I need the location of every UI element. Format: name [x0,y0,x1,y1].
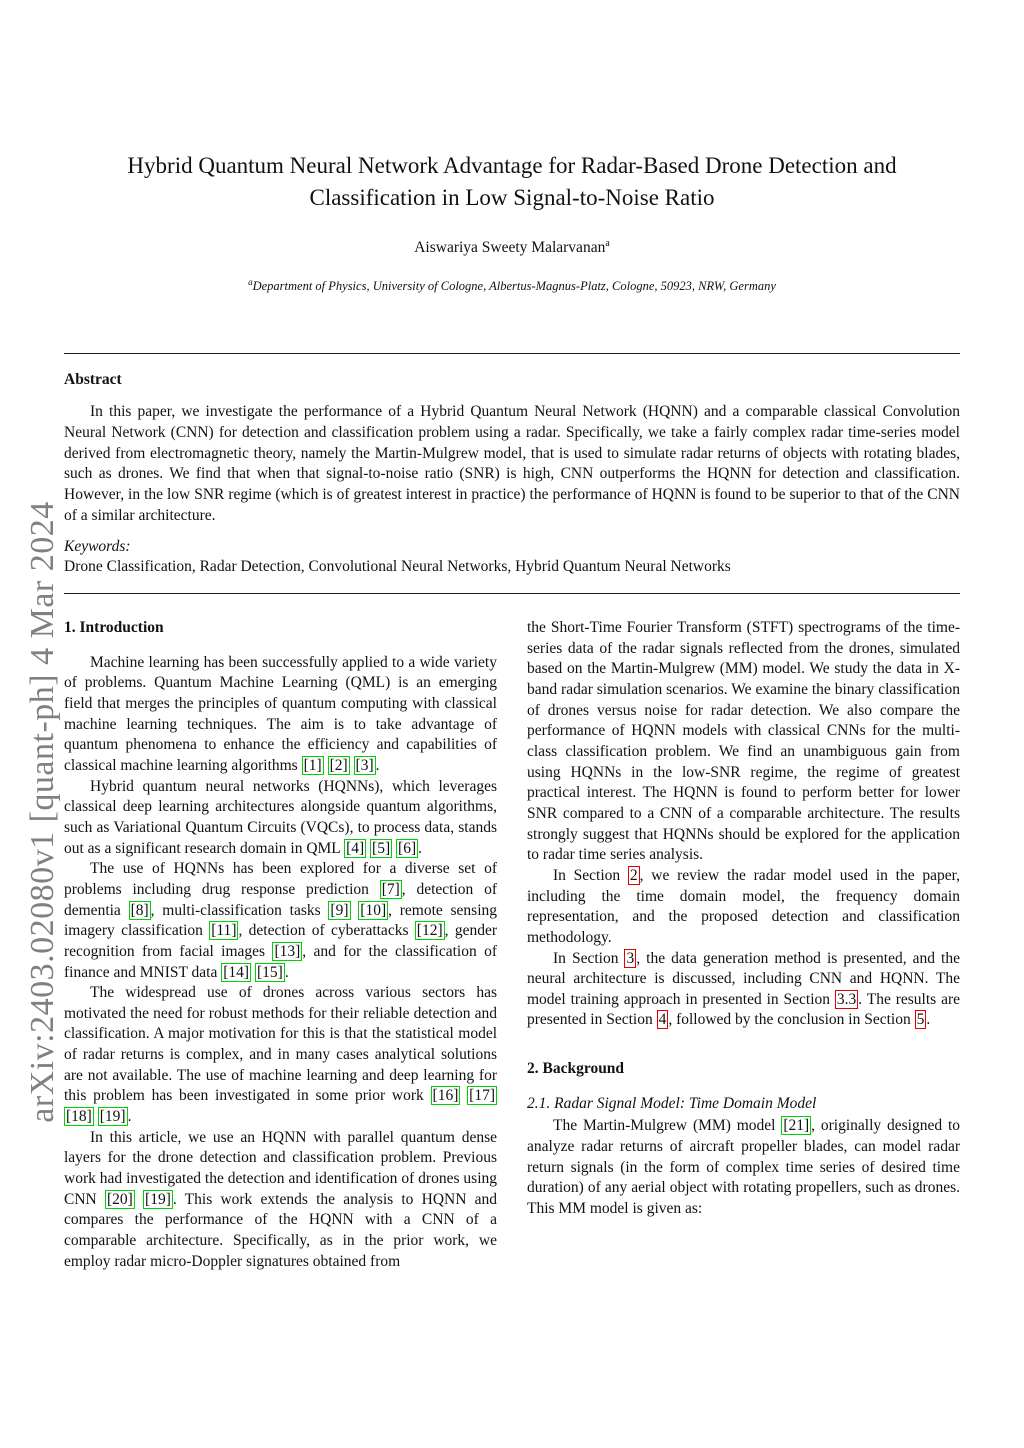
citation-link[interactable]: [19] [145,1190,171,1208]
author-name: Aiswariya Sweety Malarvanan [414,239,606,257]
citation-link[interactable]: [7] [381,880,400,898]
subsection-2-1-heading: 2.1. Radar Signal Model: Time Domain Model [527,1094,817,1112]
intro-paragraph-4: The widespread use of drones across various sectors has motivated the need for robust methods for their reliable detection and classification. A major motivation for this is that the statistical model of radar returns is complex, and in many cases analytical solutions are not available. The use of machine learning and deep learning for this problem has been investigated in some prior work [16] [17] [18] [19] . [64,984,497,1126]
keywords-body: Drone Classification, Radar Detection, Convolutional Neural Networks, Hybrid Quantum Neural Networks [64,558,731,575]
title-line-1: Hybrid Quantum Neural Network Advantage for Radar-Based Drone Detection and [127,153,897,178]
intro-paragraph-2: Hybrid quantum neural networks (HQNNs), which leverages classical deep learning architectures alongside quantum algorithms, such as Variational Quantum Circuits (VQCs), to process data, stands out as a significant research domain in QML [4] [5] [6] . [64,777,497,857]
arxiv-watermark: arXiv:2403.02080v1 [quant-ph] 4 Mar 2024 [24,501,61,1123]
affil-marker: a [248,277,253,287]
affiliation [64,277,960,294]
citation-link[interactable]: [5] [372,839,391,857]
bottom-rule [64,593,960,594]
citation-link[interactable]: [15] [256,963,283,981]
right-column [527,618,960,1220]
citation-link[interactable]: [21] [783,1117,810,1135]
citation-link[interactable]: [16] [432,1087,459,1105]
citation-link[interactable]: [13] [274,942,301,960]
section-link[interactable]: 2 [629,866,638,884]
citation-link[interactable]: [10] [360,901,387,919]
author-affil-marker: a [605,238,610,249]
citation-link[interactable]: [18] [66,1108,92,1126]
citation-link[interactable]: [9] [330,901,349,919]
citation-link[interactable]: [19] [99,1108,126,1126]
section-link[interactable]: 4 [658,1011,667,1029]
intro-paragraph-5: In this article, we use an HQNN with parallel quantum dense layers for the drone detection and classification problem. Previous work had investigated the detection and identification of drones using CNN [20] [19] . This work extends the analysis to HQNN and compares the performance of the HQNN with a CNN of a comparable architecture. Specifically, as in the prior work, we employ radar micro-Doppler signatures obtained from [64,1128,498,1270]
citation-link[interactable]: [20] [106,1190,133,1208]
citation-link[interactable]: [8] [130,901,149,919]
affil-text: Department of Physics, University of Cologne, Albertus-Magnus-Platz, Cologne, 50923, NRW, Germany [252,279,776,294]
citation-link[interactable]: [17] [469,1087,495,1105]
intro-paragraph-1: Machine learning has been successfully applied to a wide variety of problems. Quantum Machine Learning (QML) is an emerging field that merges the principles of quantum computing with classical machine learning techniques. The aim is to take advantage of quantum phenomena to enhance the efficiency and capabilities of classical machine learning algorithms [1] [2] [3] . [64,653,497,774]
section-2-heading: 2. Background [527,1060,625,1078]
keywords-heading: Keywords: [64,538,131,555]
author [64,238,960,257]
section-link[interactable]: 3 [626,949,635,967]
paper-title [64,150,960,214]
citation-link[interactable]: [1] [303,756,322,774]
intro-paragraph-3: The use of HQNNs has been explored for a diverse set of problems including drug response prediction [7] , detection of dementia [8] , multi-classification tasks [9] [10] , remote sensing imagery classification [11] , detection of cyberattacks [12] , gender recognition from facial images [13] , and for the classification of finance and MNIST data [14] [15] . [64,860,498,981]
top-rule [64,353,960,354]
citation-link[interactable]: [4] [346,839,365,857]
citation-link[interactable]: [6] [398,839,417,857]
citation-link[interactable]: [14] [223,963,250,981]
background-paragraph-1: The Martin-Mulgrew (MM) model [21] , originally designed to analyze radar returns of aircraft propeller blades, can model radar return signals (in the form of complex time series of desired time duration) of any aerial object with rotating propellers, such as drones. This MM model is given as: [527,1117,961,1218]
section-link[interactable]: 3.3 [836,990,857,1008]
citation-link[interactable]: [12] [416,922,443,940]
citation-link[interactable]: [2] [329,756,348,774]
citation-link[interactable]: [3] [355,756,374,774]
section-link[interactable]: 5 [916,1011,925,1029]
left-column [64,618,497,1272]
abstract-body: In this paper, we investigate the performance of a Hybrid Quantum Neural Network (HQNN) and a comparable classical Convolution Neural Network (CNN) for detection and classification problem using a radar. Specifically, we take a fairly complex radar time-series model derived from electromagnetic theory, namely the Martin-Mulgrew model, that is used to simulate radar returns of objects with rotating blades, such as drones. We find that when that signal-to-noise ratio (SNR) is high, CNN outperforms the HQNN for detection and classification. However, in the low SNR regime (which is of greatest interest in practice) the performance of HQNN is found to be superior to that of the CNN of a similar architecture. [64,403,960,524]
intro-paragraph-6: In Section 2 , we review the radar model used in the paper, including the time domain model, the frequency domain representation, and the proposed detection and classification methodology. [527,866,960,946]
citation-link[interactable]: [11] [211,922,237,940]
title-line-2: Classification in Low Signal-to-Noise Ratio [309,185,715,210]
intro-paragraph-5-cont: the Short-Time Fourier Transform (STFT) spectrograms of the time-series data of the radar signals reflected from the drones, simulated based on the Martin-Mulgrew (MM) model. We study the data in X-band radar simulation scenarios. We examine the binary classification of drones versus noise for radar detection. We also compare the performance of HQNN models with classical CNNs for the multi-class classification problem. We find an unambiguous gain from using HQNNs in the low-SNR regime, the regime of greatest practical interest. The HQNN is found to perform better for lower SNR compared to a CNN of a comparable architecture. The results strongly suggest that HQNNs should be explored for the application to radar time series analysis. [527,619,960,864]
intro-paragraph-7: In Section 3 , the data generation method is presented, and the neural architecture is discussed, including CNN and HQNN. The model training approach in presented in Section 3.3 . The results are presented in Section 4 , followed by the conclusion in Section 5 . [527,949,960,1029]
section-1-heading: 1. Introduction [64,619,164,636]
abstract-heading: Abstract [64,371,122,388]
